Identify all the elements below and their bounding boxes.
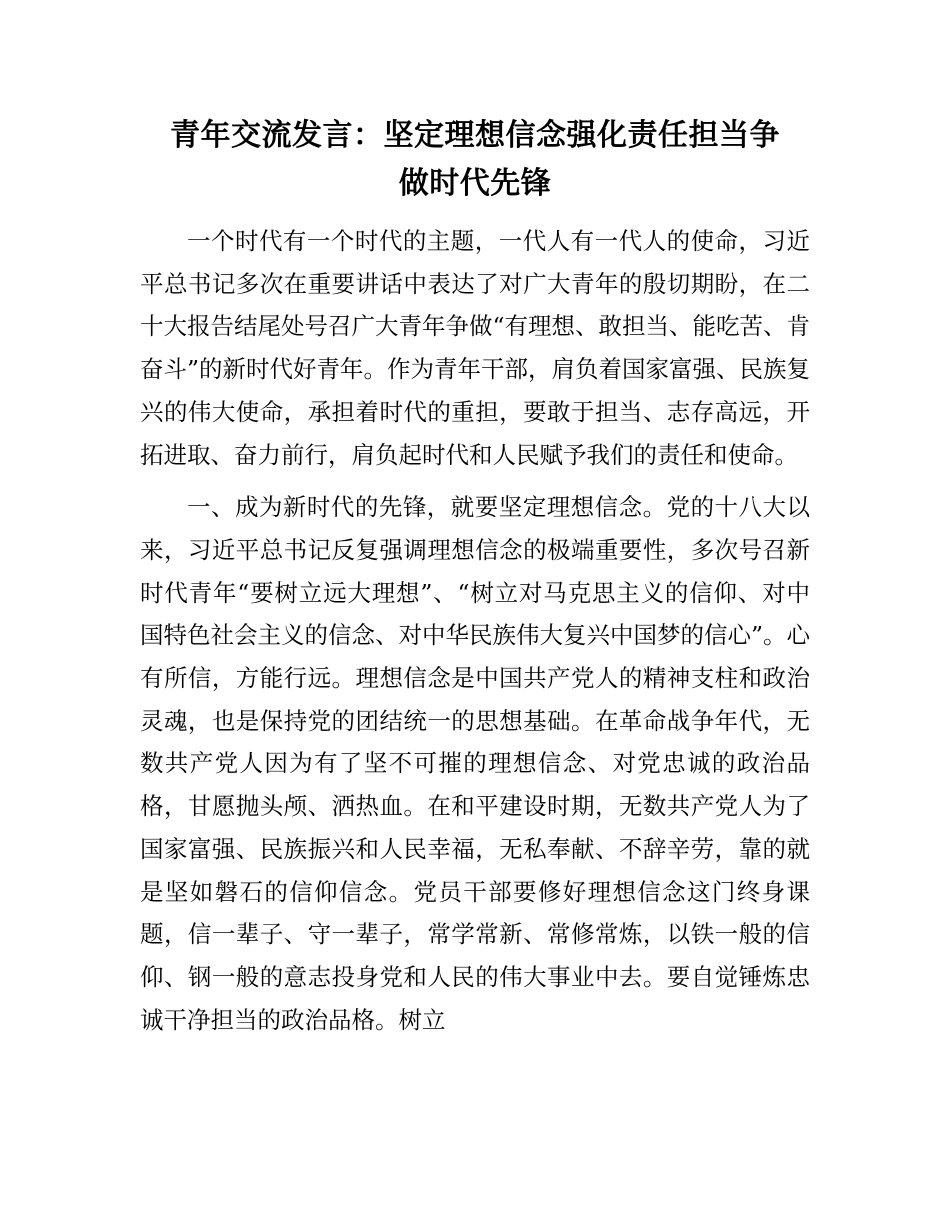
title-line-2: 做时代先锋: [398, 166, 552, 201]
paragraph-section-one: 一、成为新时代的先锋，就要坚定理想信念。党的十八大以来，习近平总书记反复强调理想信念的极端重要性，多次号召新时代青年“要树立远大理想”、“树立对马克思主义的信仰、对中国特色社会主义的信念、对中华民族伟大复兴中国梦的信心”。心有所信，方能行远。理想信念是中国共产党人的精神支柱和政治灵魂，也是保持党的团结统一的思想基础。在革命战争年代，无数共产党人因为有了坚不可摧的理想信念、对党忠诚的政治品格，甘愿抛头颅、洒热血。在和平建设时期，无数共产党人为了国家富强、民族振兴和人民幸福，无私奉献、不辞辛劳，靠的就是坚如磐石的信仰信念。党员干部要修好理想信念这门终身课题，信一辈子、守一辈子，常学常新、常修常炼，以铁一般的信仰、钢一般的意志投身党和人民的伟大事业中去。要自觉锤炼忠诚干净担当的政治品格。树立: [140, 493, 811, 1034]
document-body: [140, 220, 810, 1041]
paragraph-intro: 一个时代有一个时代的主题，一代人有一代人的使命，习近平总书记多次在重要讲话中表达了对广大青年的殷切期盼，在二十大报告结尾处号召广大青年争做“有理想、敢担当、能吃苦、肯奋斗”的新时代好青年。作为青年干部，肩负着国家富强、民族复兴的伟大使命，承担着时代的重担，要敢于担当、志存高远，开拓进取、奋力前行，肩负起时代和人民赋予我们的责任和使命。: [140, 227, 811, 469]
title-line-1: 青年交流发言：坚定理想信念强化责任担当争: [170, 118, 780, 153]
document-title: [130, 112, 820, 208]
